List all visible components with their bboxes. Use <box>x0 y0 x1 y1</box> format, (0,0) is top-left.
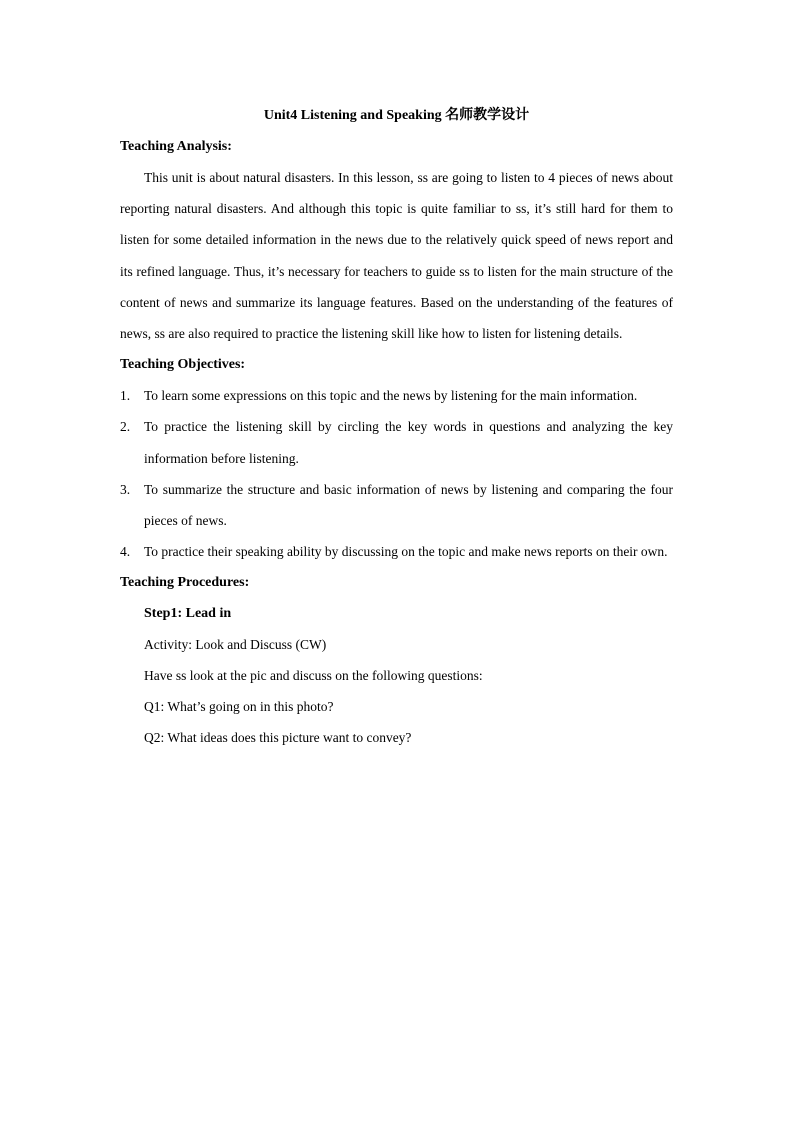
teaching-procedures-heading: Teaching Procedures: <box>120 575 250 591</box>
objective-text: To practice their speaking ability by discussing on the topic and make news reports on their own. <box>144 544 668 560</box>
objective-text: To learn some expressions on this topic and the news by listening for the main information. <box>144 388 638 404</box>
document-content <box>120 100 673 753</box>
step1-instruction: Have ss look at the pic and discuss on the following questions: <box>144 668 483 684</box>
objective-number: 4. <box>120 544 131 560</box>
teaching-analysis-heading: Teaching Analysis: <box>120 139 232 154</box>
step1-question-2: Q2: What ideas does this picture want to convey? <box>144 730 412 746</box>
step1-block <box>120 598 673 753</box>
objective-item <box>120 380 673 411</box>
teaching-analysis-paragraph: This unit is about natural disasters. In this lesson, ss are going to listen to 4 pieces of news about reporting natural disasters. And although this topic is quite familiar to ss, it’s still hard for them to listen for some detailed information in the news due to the relatively quick speed of news report and its refined language. Thus, it’s necessary for teachers to guide ss to listen for the main structure of the content of news and summarize its language features. Based on the understanding of the features of news, ss are also required to practice the listening skill like how to listen for listening details. <box>120 170 673 342</box>
objective-number: 2. <box>120 419 131 435</box>
teaching-objectives-heading: Teaching Objectives: <box>120 357 246 373</box>
objectives-list <box>120 380 673 567</box>
objective-text: To practice the listening skill by circling the key words in questions and analyzing the key information before listening. <box>144 419 673 466</box>
objective-number: 1. <box>120 388 131 404</box>
objective-item <box>120 411 673 473</box>
step1-activity: Activity: Look and Discuss (CW) <box>144 637 327 653</box>
step1-question-1: Q1: What’s going on in this photo? <box>144 699 334 715</box>
objective-number: 3. <box>120 481 131 497</box>
step1-title: Step1: Lead in <box>144 606 232 622</box>
document-title: Unit4 Listening and Speaking 名师教学设计 <box>263 108 530 123</box>
objective-text: To summarize the structure and basic information of news by listening and comparing the four pieces of news. <box>144 481 673 529</box>
objective-item <box>120 536 673 567</box>
objective-item <box>120 474 673 536</box>
